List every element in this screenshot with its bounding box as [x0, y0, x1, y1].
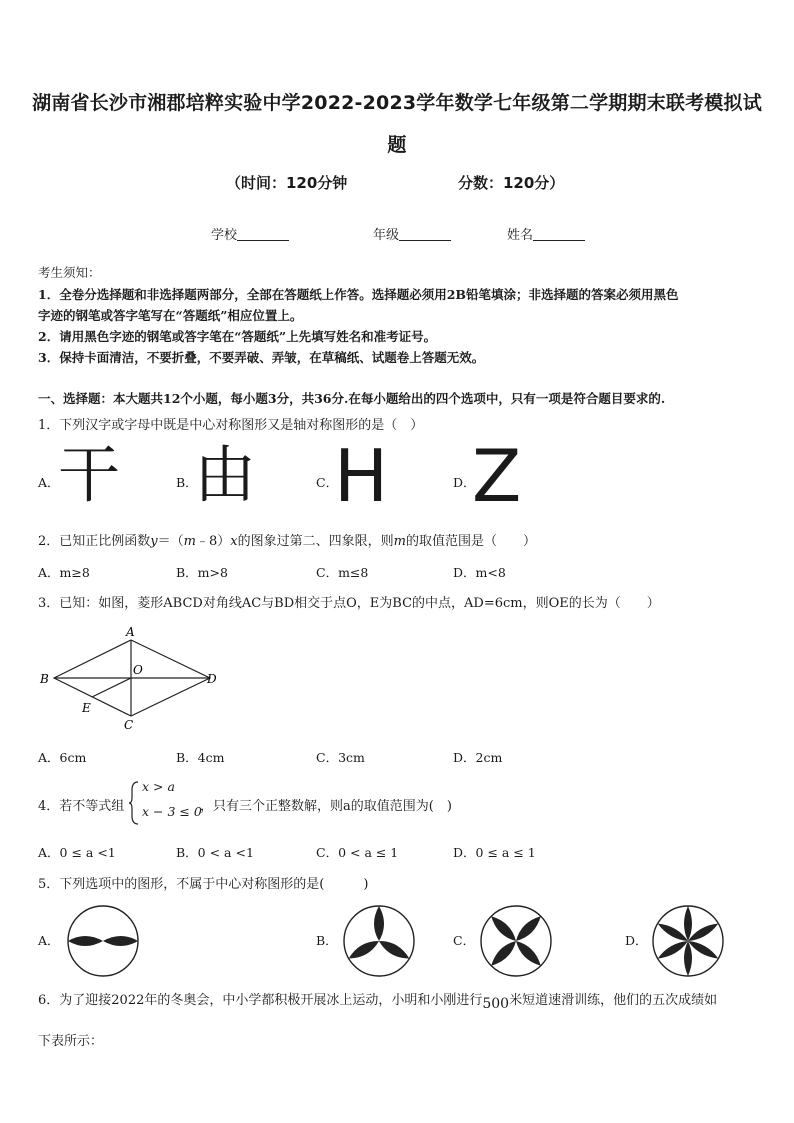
q5-figure-a	[66, 904, 140, 978]
grade-label: 年级	[373, 228, 400, 243]
notice-item-2: 2．请用黑色字迹的钢笔或答字笔在“答题纸”上先填写姓名和准考证号。	[38, 329, 437, 344]
q2-option-b: B．m>8	[176, 565, 228, 580]
notice-heading: 考生须知：	[38, 265, 101, 280]
four-leaves	[488, 913, 545, 970]
q4-brace	[128, 780, 140, 826]
name-label: 姓名	[507, 228, 534, 243]
point-d-label: D	[207, 672, 217, 686]
grade-field	[373, 224, 451, 243]
q2-stem-part: 的图象过第二、四象限，则	[237, 534, 394, 549]
page-title-continued: 题	[387, 134, 407, 156]
leaf	[684, 906, 692, 941]
leaf	[488, 937, 520, 969]
school-field	[211, 224, 289, 243]
q3-rhombus-diagram	[36, 622, 226, 734]
q1-label-c: C．	[316, 475, 339, 490]
leaf	[684, 941, 692, 976]
q2-stem	[38, 530, 536, 549]
q5-label-c: C．	[453, 933, 476, 948]
page-title: 湖南省长沙市湘郡培粹实验中学2022-2023学年数学七年级第二学期期末联考模拟试	[32, 92, 762, 114]
q1-glyph-d: Z	[472, 434, 522, 518]
q1-label-d: D．	[453, 475, 476, 490]
school-blank	[237, 228, 289, 241]
name-blank	[533, 228, 585, 241]
q3-option-d: D．2cm	[453, 750, 503, 765]
q5-label-a: A．	[38, 933, 60, 948]
q4-inequality-1: x > a	[142, 779, 175, 794]
leaf-right	[103, 936, 138, 946]
point-c-label: C	[124, 718, 134, 732]
notice-item-1b: 字迹的钢笔或答字笔写在“答题纸”相应位置上。	[38, 308, 303, 323]
q1-label-b: B．	[176, 475, 198, 490]
leaf	[346, 937, 381, 963]
leaf	[512, 937, 544, 969]
point-a-label: A	[126, 625, 135, 639]
q4-option-c: C．0 < a ≤ 1	[316, 845, 399, 860]
segment-oe	[92, 678, 131, 697]
q5-label-b: B．	[316, 933, 338, 948]
leaf	[512, 913, 544, 945]
q2-stem-part: 的取值范围是（ ）	[405, 534, 536, 549]
point-e-label: E	[82, 701, 91, 715]
q2-option-d: D．m<8	[453, 565, 506, 580]
name-field	[507, 224, 585, 243]
point-b-label: B	[40, 672, 49, 686]
q1-label-a: A．	[38, 475, 60, 490]
q4-option-d: D．0 ≤ a ≤ 1	[453, 845, 536, 860]
q2-option-c: C．m≤8	[316, 565, 369, 580]
leaf	[488, 913, 520, 945]
q3-option-b: B．4cm	[176, 750, 225, 765]
point-o-label: O	[133, 663, 143, 677]
q6-distance: 500	[482, 996, 510, 1012]
q1-glyph-c: H	[334, 434, 389, 518]
grade-blank	[399, 228, 451, 241]
leaf	[377, 937, 412, 963]
q2-stem-part: ﹣8）	[195, 534, 231, 549]
q6-stem-part: 6．为了迎接2022年的冬奥会，中小学都积极开展冰上运动，小明和小刚进行	[38, 993, 483, 1008]
q4-inequality-2: x − 3 ≤ 0	[142, 804, 202, 819]
q5-label-d: D．	[625, 933, 648, 948]
q2-stem-part: ＝（	[157, 534, 184, 549]
q2-var-y: y	[150, 534, 158, 549]
notice-item-3: 3．保持卡面清洁，不要折叠，不要弄破、弄皱，在草稿纸、试题卷上答题无效。	[38, 350, 485, 365]
q2-stem-part: 2．已知正比例函数	[38, 534, 151, 549]
q3-option-c: C．3cm	[316, 750, 365, 765]
q5-figure-d	[651, 904, 725, 978]
exam-time: （时间：120分钟	[226, 174, 348, 192]
q1-stem: 1．下列汉字或字母中既是中心对称图形又是轴对称图形的是（ ）	[38, 418, 424, 433]
q6-stem-part: 米短道速滑训练，他们的五次成绩如	[509, 993, 718, 1008]
q2-var-m: m	[183, 534, 196, 549]
q3-option-a: A．6cm	[38, 750, 87, 765]
q4-option-b: B．0 < a <1	[176, 845, 254, 860]
q4-stem-tail: ，只有三个正整数解，则a的取值范围为( )	[200, 799, 452, 814]
notice-item-1a: 1．全卷分选择题和非选择题两部分，全部在答题纸上作答。选择题必须用2B铅笔填涂；非选择题的答案必须用黑色	[38, 287, 679, 302]
q4-stem-lead: 4．若不等式组	[38, 799, 125, 814]
q2-var-m: m	[393, 534, 406, 549]
q2-var-x: x	[230, 534, 238, 549]
six-leaves	[656, 906, 721, 976]
q1-glyph-b: 由	[194, 438, 257, 511]
q5-stem: 5．下列选项中的图形，不属于中心对称图形的是( )	[38, 877, 369, 892]
left-brace	[129, 782, 138, 824]
q6-stem-continued: 下表所示：	[38, 1034, 104, 1049]
q2-option-a: A．m≥8	[38, 565, 90, 580]
q3-stem: 3．已知：如图，菱形ABCD对角线AC与BD相交于点O，E为BC的中点，AD=6cm，则OE的长为（ ）	[38, 596, 660, 611]
q4-option-a: A．0 ≤ a <1	[38, 845, 116, 860]
q1-glyph-a: 干	[58, 438, 121, 511]
exam-score: 分数：120分）	[458, 174, 565, 192]
q5-figure-c	[479, 904, 553, 978]
leaf	[374, 906, 384, 941]
section-heading: 一、选择题：本大题共12个小题，每小题3分，共36分.在每小题给出的四个选项中，只有一项是符合题目要求的.	[38, 391, 666, 406]
q6-stem	[38, 989, 717, 1012]
leaf-left	[68, 936, 103, 946]
q5-figure-b	[342, 904, 416, 978]
school-label: 学校	[211, 228, 238, 243]
